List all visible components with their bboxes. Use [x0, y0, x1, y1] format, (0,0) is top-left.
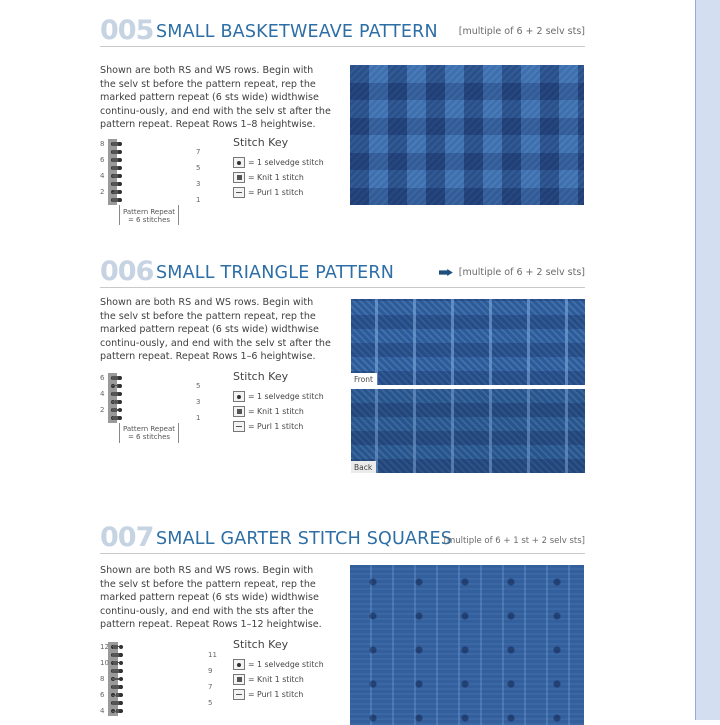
- chart-row: [109, 651, 118, 659]
- chart-row: [109, 180, 117, 188]
- purl-stitch-icon: [233, 421, 245, 432]
- purl-stitch-icon: [233, 689, 245, 700]
- pattern-title: SMALL GARTER STITCH SQUARES: [156, 529, 453, 549]
- pattern-number: 006: [100, 256, 154, 287]
- chart-row: [109, 699, 118, 707]
- pattern-description: Shown are both RS and WS rows. Begin with the selv st before the pattern repeat, rep the marked pattern repeat (6 sts wide) widthwise continu-ously, and end with the sts after the pattern repeat. Repeat Rows 1–12 heightwise.: [100, 565, 322, 631]
- selvedge-stitch-icon: [233, 157, 245, 168]
- selvedge-cell: [117, 691, 118, 699]
- selvedge-cell: [116, 374, 117, 382]
- pattern-multiple: [multiple of 6 + 2 selv sts]: [439, 266, 585, 280]
- chart-row: [109, 667, 118, 675]
- pattern-multiple: [multiple of 6 + 2 selv sts]: [458, 26, 585, 37]
- page-edge-strip: [695, 0, 720, 720]
- stitch-key: Stitch Key = 1 selvedge stitch = Knit 1 stitch = Purl 1 stitch: [233, 136, 324, 197]
- chart-row: [109, 683, 118, 691]
- selvedge-cell: [117, 675, 118, 683]
- pattern-section-005: 005 SMALL BASKETWEAVE PATTERN [multiple of 6 + 2 selv sts] Shown are both RS and WS rows. Begin with the selv st before the pattern repeat, rep the marked pattern repeat (6 sts wide) widthwise continu-ously, and end with the selv st after the pattern repeat. Repeat Rows 1–8 heightwise. 8 6 4 2 7 5 3 1 Pattern Repeat = 6 stitches Stitch Key = 1 selvedge stitch = Knit 1 stitch = Purl 1 stitch: [100, 15, 585, 224]
- selvedge-stitch-icon: [233, 391, 245, 402]
- selvedge-cell: [116, 382, 117, 390]
- pattern-title: SMALL TRIANGLE PATTERN: [156, 263, 395, 283]
- pattern-number: 007: [100, 522, 154, 553]
- triangle-swatch-back-photo: [351, 389, 585, 473]
- pattern-title: SMALL BASKETWEAVE PATTERN: [156, 22, 438, 42]
- selvedge-cell: [117, 659, 118, 667]
- chart-grid: [108, 642, 118, 716]
- stitch-key: Stitch Key = 1 selvedge stitch = Knit 1 stitch = Purl 1 stitch: [233, 370, 324, 431]
- selvedge-cell: [117, 707, 118, 715]
- chart-grid: [108, 139, 117, 205]
- selvedge-cell: [116, 390, 117, 398]
- selvedge-cell: [116, 196, 117, 204]
- chart-row: [109, 196, 117, 204]
- selvedge-cell: [116, 148, 117, 156]
- pattern-repeat-label: Pattern Repeat = 6 stitches: [122, 208, 176, 224]
- pattern-description: Shown are both RS and WS rows. Begin with the selv st before the pattern repeat, rep the marked pattern repeat (6 sts wide) widthwise continu-ously, and end with the selv st after the pattern repeat. Repeat Rows 1–6 heightwise.: [100, 297, 331, 363]
- chart-row: [109, 406, 117, 414]
- knit-stitch-icon: [233, 406, 245, 417]
- pattern-section-006: 006 SMALL TRIANGLE PATTERN [multiple of 6 + 2 selv sts] Shown are both RS and WS rows. Begin with the selv st before the pattern repeat, rep the marked pattern repeat (6 sts wide) widthwise continu-ously, and end with the selv st after the pattern repeat. Repeat Rows 1–6 heightwise. 6 4 2 5 3 1 Pattern Repeat = 6 stitches Stitch Key = 1 selvedge stitch = Knit 1 stitch = Purl 1 stitch Front Back: [100, 256, 585, 472]
- chart-row: [109, 164, 117, 172]
- selvedge-cell: [116, 414, 117, 422]
- chart-row: [109, 675, 118, 683]
- selvedge-cell: [116, 398, 117, 406]
- chart-row: [109, 398, 117, 406]
- triangle-swatch-front-photo: [351, 299, 585, 385]
- arrow-right-icon: [439, 269, 453, 276]
- pattern-description: Shown are both RS and WS rows. Begin with the selv st before the pattern repeat, rep the marked pattern repeat (6 sts wide) widthwise continu-ously, and end with the selv st after the pattern repeat. Repeat Rows 1–8 heightwise.: [100, 65, 331, 131]
- chart-row: [109, 659, 118, 667]
- selvedge-cell: [117, 667, 118, 675]
- pattern-number: 005: [100, 15, 154, 46]
- chart-row: [109, 148, 117, 156]
- chart-row: [109, 414, 117, 422]
- selvedge-cell: [117, 643, 118, 651]
- photo-label-front: Front: [351, 373, 377, 385]
- basketweave-swatch-photo: [350, 65, 584, 205]
- stitch-key: Stitch Key = 1 selvedge stitch = Knit 1 stitch = Purl 1 stitch: [233, 638, 324, 699]
- chart-row: [109, 390, 117, 398]
- selvedge-cell: [116, 406, 117, 414]
- selvedge-cell: [116, 164, 117, 172]
- selvedge-cell: [117, 651, 118, 659]
- chart-row: [109, 707, 118, 715]
- chart-row: [109, 188, 117, 196]
- selvedge-cell: [117, 699, 118, 707]
- chart-row: [109, 382, 117, 390]
- selvedge-cell: [116, 172, 117, 180]
- selvedge-cell: [117, 683, 118, 691]
- chart-row: [109, 691, 118, 699]
- selvedge-cell: [116, 140, 117, 148]
- selvedge-cell: [116, 180, 117, 188]
- pattern-section-007: 007 SMALL GARTER STITCH SQUARES [multiple of 6 + 1 st + 2 selv sts] Shown are both RS and WS rows. Begin with the selv st before the pattern repeat, rep the marked pattern repeat (6 sts wide) widthwise continu-ously, and end with the sts after the pattern repeat. Repeat Rows 1–12 heightwise. 12 10 8 6 4 11 9 7 5 Stitch Key = 1 selvedge stitch = Knit 1 stitch = Purl 1 stitch: [100, 523, 585, 554]
- knit-stitch-icon: [233, 674, 245, 685]
- selvedge-cell: [116, 156, 117, 164]
- chart-grid: [108, 373, 117, 423]
- pattern-multiple: [multiple of 6 + 1 st + 2 selv sts]: [443, 536, 585, 546]
- chart-row: [109, 156, 117, 164]
- selvedge-stitch-icon: [233, 659, 245, 670]
- purl-stitch-icon: [233, 187, 245, 198]
- selvedge-cell: [116, 188, 117, 196]
- pattern-repeat-label: Pattern Repeat = 6 stitches: [122, 425, 176, 441]
- garter-squares-swatch-photo: [350, 565, 584, 725]
- chart-row: [109, 643, 118, 651]
- chart-row: [109, 172, 117, 180]
- chart-row: [109, 374, 117, 382]
- knit-stitch-icon: [233, 172, 245, 183]
- photo-label-back: Back: [351, 461, 376, 473]
- section-header: [100, 523, 585, 554]
- chart-row: [109, 140, 117, 148]
